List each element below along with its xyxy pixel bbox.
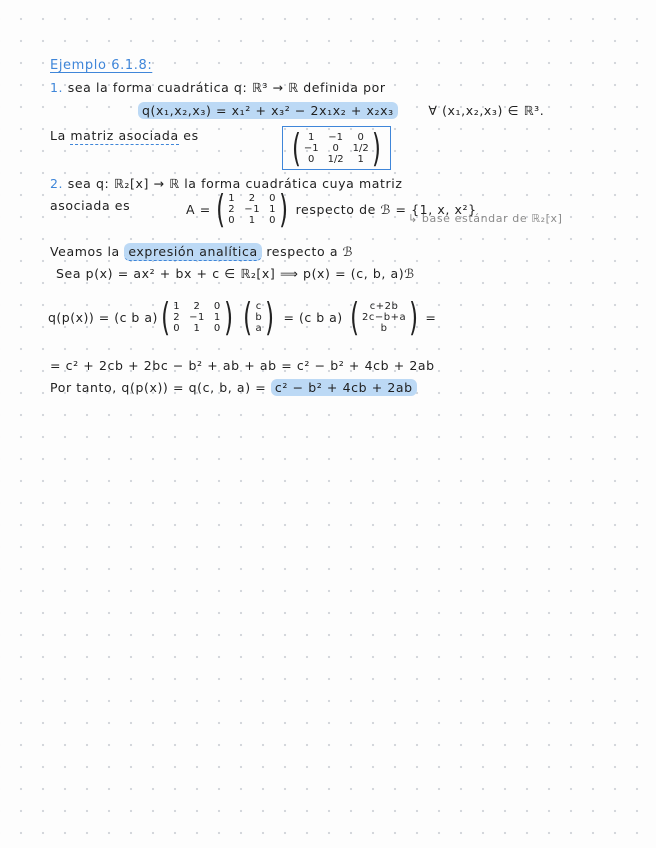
- calc-matrix-cell-0-1: 2: [193, 300, 201, 312]
- result-value: c² − b² + 4cb + 2ab: [271, 379, 417, 396]
- item1-matrix-cell-1-0: −1: [303, 142, 319, 154]
- result-prefix: Por tanto, q(p(x)) = q(c, b, a) =: [50, 380, 267, 395]
- section-line: [50, 244, 353, 259]
- section-prefix: Veamos la: [50, 244, 120, 259]
- item1-statement: [50, 80, 386, 95]
- example-heading: Ejemplo 6.1.8:: [50, 58, 153, 73]
- item1-matrix-cell-2-0: 0: [308, 153, 315, 165]
- calc-line: q(p(x)) = (c b a) ( 1 2 0 2 −1 1 0 1 0 ) ( c b a ) = (c b a) ( c+2b 2c−b+a b ) =: [48, 295, 437, 339]
- item1-formula-line: [138, 103, 544, 118]
- calc-vector2-entry-1: 2c−b+a: [362, 311, 407, 323]
- item2-line2: [50, 198, 130, 213]
- item2-matrix-cell-1-1: −1: [244, 203, 261, 215]
- item1-matrix-box: ( 1 −1 0 −1 0 1/2 0 1/2 1 ): [282, 126, 391, 170]
- calc-vector: [255, 298, 262, 336]
- calc-matrix-cell-2-1: 1: [193, 322, 201, 334]
- calc-end: =: [425, 309, 437, 325]
- calc-vector2-entry-0: c+2b: [369, 300, 399, 312]
- item1-number: 1.: [50, 80, 64, 95]
- item2-matrix-cell-0-2: 0: [269, 192, 277, 204]
- calc-matrix: [173, 298, 221, 336]
- item2-respecto: respecto de ℬ = {1, x, x²}: [295, 201, 477, 217]
- item2-matrix-cell-0-0: 1: [228, 192, 236, 204]
- calc-matrix-cell-2-2: 0: [213, 322, 221, 334]
- calc-matrix-cell-1-0: 2: [173, 311, 181, 323]
- item2-note: ↳ base estándar de ℝ₂[x]: [408, 212, 563, 225]
- item2-matrix-cell-2-2: 0: [269, 214, 277, 226]
- item1-matrix-line: [50, 128, 199, 143]
- item2-matrix-cell-0-1: 2: [248, 192, 256, 204]
- item2-matrix: [228, 190, 276, 228]
- expand-line: = c² + 2cb + 2bc − b² + ab + ab = c² − b² + 4cb + 2ab: [50, 358, 435, 373]
- item1-matrix-cell-0-1: −1: [328, 131, 343, 143]
- item2-number: 2.: [50, 176, 64, 191]
- item2-matrix-cell-1-0: 2: [228, 203, 236, 215]
- item1-matrix-cell-0-2: 0: [357, 131, 364, 143]
- calc-vector-entry-1: b: [255, 311, 263, 323]
- item1-forall: ∀ (x₁,x₂,x₃) ∈ ℝ³.: [428, 103, 545, 118]
- item1-text: sea la forma cuadrática q: ℝ³ → ℝ definida por: [67, 80, 386, 95]
- matrix-asociada-term: matriz asociada: [70, 128, 179, 143]
- section-term: expresión analítica: [124, 243, 261, 261]
- item2-matrix-cell-2-0: 0: [228, 214, 236, 226]
- item1-formula: q(x₁,x₂,x₃) = x₁² + x₃² − 2x₁x₂ + x₂x₃: [138, 102, 398, 119]
- item2-text2: asociada es: [50, 198, 131, 213]
- item1-matrix-cell-0-0: 1: [308, 131, 315, 143]
- calc-mid: = (c b a): [283, 309, 343, 325]
- result-line: [50, 380, 417, 395]
- calc-vector-entry-0: c: [255, 300, 262, 312]
- calc-vector2-entry-2: b: [380, 322, 388, 334]
- item2-matrix-cell-2-1: 1: [248, 214, 256, 226]
- calc-matrix-cell-0-0: 1: [173, 300, 181, 312]
- calc-matrix-cell-1-2: 1: [213, 311, 221, 323]
- calc-vector-entry-2: a: [255, 322, 263, 334]
- item1-matrix-cell-2-1: 1/2: [327, 153, 344, 165]
- calc-matrix-cell-2-0: 0: [173, 322, 181, 334]
- item1-matrix-cell-1-1: 0: [332, 142, 339, 154]
- item2-matrix-label: A =: [186, 201, 211, 217]
- sea-line: Sea p(x) = ax² + bx + c ∈ ℝ₂[x] ⟹ p(x) = (c, b, a)ℬ: [56, 266, 415, 281]
- item2-matrix-line: A = ( 1 2 0 2 −1 1 0 1 0 ) respecto de ℬ = {1, x, x²}: [186, 187, 477, 231]
- matrix-prefix: La: [50, 128, 66, 143]
- item1-matrix: [304, 129, 369, 167]
- item2-statement: [50, 176, 403, 191]
- item2-text: sea q: ℝ₂[x] → ℝ la forma cuadrática cuya matriz: [67, 176, 403, 191]
- item1-matrix-cell-2-2: 1: [357, 153, 364, 165]
- item2-matrix-cell-1-2: 1: [269, 203, 277, 215]
- matrix-suffix: es: [183, 128, 199, 143]
- section-suffix: respecto a ℬ: [266, 244, 354, 259]
- item1-matrix-cell-1-2: 1/2: [352, 142, 369, 154]
- calc-vector2: [362, 298, 406, 336]
- calc-left: q(p(x)) = (c b a): [48, 309, 158, 325]
- calc-matrix-cell-0-2: 0: [213, 300, 221, 312]
- calc-matrix-cell-1-1: −1: [189, 311, 205, 323]
